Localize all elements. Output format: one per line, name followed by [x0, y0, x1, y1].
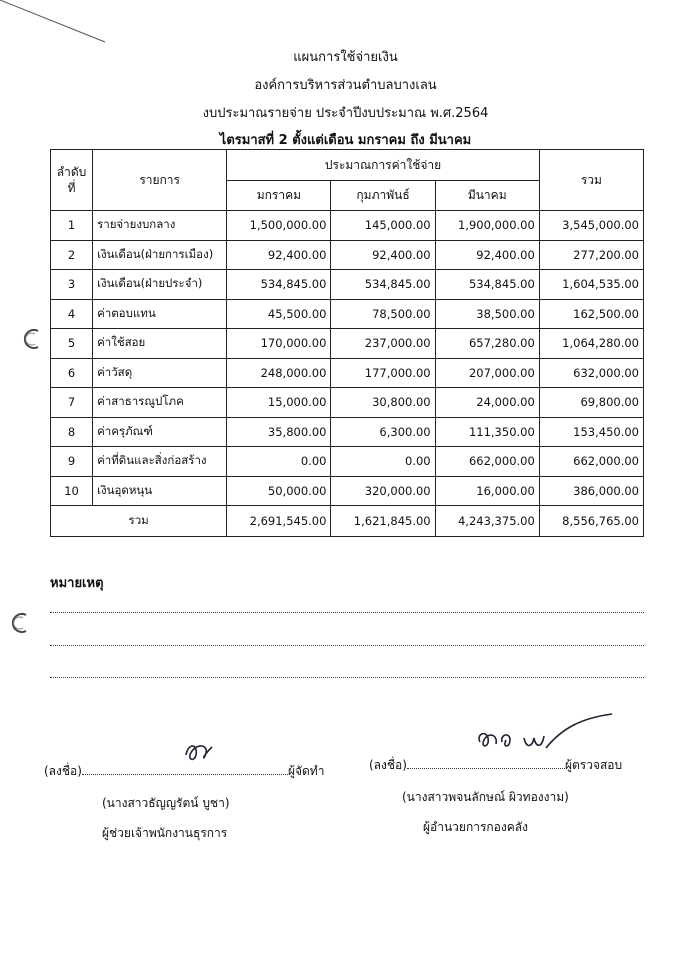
col-header-month-1: มกราคม — [227, 181, 331, 211]
row-feb: 30,800.00 — [331, 388, 435, 418]
row-item: ค่าครุภัณฑ์ — [93, 417, 227, 447]
row-sum: 153,450.00 — [539, 417, 643, 447]
row-jan: 35,800.00 — [227, 417, 331, 447]
table-row — [51, 358, 644, 388]
col-header-month-2: กุมภาพันธ์ — [331, 181, 435, 211]
punch-hole-mark — [18, 326, 44, 352]
col-header-no: ลำดับที่ — [51, 150, 93, 211]
row-jan: 248,000.00 — [227, 358, 331, 388]
table-row — [51, 447, 644, 477]
col-header-estimate: ประมาณการค่าใช้จ่าย — [227, 150, 540, 181]
row-sum: 1,604,535.00 — [539, 270, 643, 300]
table-row — [51, 299, 644, 329]
total-feb: 1,621,845.00 — [331, 506, 435, 537]
signatory-right-name: (นางสาวพจนลักษณ์ ผิวทองงาม) — [402, 790, 569, 804]
punch-hole-mark — [6, 610, 32, 636]
row-jan: 1,500,000.00 — [227, 211, 331, 241]
row-item: รายจ่ายงบกลาง — [93, 211, 227, 241]
sign-prefix: (ลงชื่อ) — [44, 764, 82, 778]
row-no: 3 — [51, 270, 93, 300]
row-sum: 69,800.00 — [539, 388, 643, 418]
row-no: 1 — [51, 211, 93, 241]
total-label: รวม — [51, 506, 227, 537]
row-feb: 6,300.00 — [331, 417, 435, 447]
row-jan: 0.00 — [227, 447, 331, 477]
total-mar: 4,243,375.00 — [435, 506, 539, 537]
row-mar: 38,500.00 — [435, 299, 539, 329]
row-jan: 45,500.00 — [227, 299, 331, 329]
row-no: 2 — [51, 240, 93, 270]
row-item: ค่าวัสดุ — [93, 358, 227, 388]
doc-title: แผนการใช้จ่ายเงิน — [293, 50, 398, 65]
row-item: ค่าใช้สอย — [93, 329, 227, 359]
row-mar: 111,350.00 — [435, 417, 539, 447]
row-mar: 657,280.00 — [435, 329, 539, 359]
row-feb: 0.00 — [331, 447, 435, 477]
note-line — [50, 612, 644, 613]
sign-role: ผู้จัดทำ — [287, 764, 325, 778]
row-mar: 1,900,000.00 — [435, 211, 539, 241]
budget-table — [50, 149, 644, 537]
row-no: 8 — [51, 417, 93, 447]
table-row — [51, 329, 644, 359]
row-no: 4 — [51, 299, 93, 329]
row-jan: 534,845.00 — [227, 270, 331, 300]
col-header-item: รายการ — [93, 150, 227, 211]
row-mar: 16,000.00 — [435, 476, 539, 506]
row-feb: 145,000.00 — [331, 211, 435, 241]
col-header-sum: รวม — [539, 150, 643, 211]
note-line — [50, 677, 644, 678]
row-feb: 177,000.00 — [331, 358, 435, 388]
table-row — [51, 388, 644, 418]
row-item: ค่าตอบแทน — [93, 299, 227, 329]
row-item: เงินอุดหนุน — [93, 476, 227, 506]
table-row — [51, 240, 644, 270]
total-jan: 2,691,545.00 — [227, 506, 331, 537]
total-row — [51, 506, 644, 537]
row-mar: 662,000.00 — [435, 447, 539, 477]
row-jan: 15,000.00 — [227, 388, 331, 418]
note-line — [50, 645, 644, 646]
row-item: ค่าที่ดินและสิ่งก่อสร้าง — [93, 447, 227, 477]
row-mar: 534,845.00 — [435, 270, 539, 300]
sign-role: ผู้ตรวจสอบ — [564, 758, 623, 772]
table-row — [51, 211, 644, 241]
row-item: เงินเดือน(ฝ่ายการเมือง) — [93, 240, 227, 270]
row-feb: 320,000.00 — [331, 476, 435, 506]
row-feb: 92,400.00 — [331, 240, 435, 270]
row-sum: 632,000.00 — [539, 358, 643, 388]
col-header-month-3: มีนาคม — [435, 181, 539, 211]
notes-title: หมายเหตุ — [50, 576, 104, 591]
row-feb: 237,000.00 — [331, 329, 435, 359]
row-feb: 534,845.00 — [331, 270, 435, 300]
row-sum: 162,500.00 — [539, 299, 643, 329]
table-row — [51, 476, 644, 506]
row-jan: 170,000.00 — [227, 329, 331, 359]
budget-year: งบประมาณรายจ่าย ประจำปีงบประมาณ พ.ศ.2564 — [202, 106, 489, 121]
row-sum: 386,000.00 — [539, 476, 643, 506]
signatory-right-position: ผู้อำนวยการกองคลัง — [423, 820, 528, 834]
row-mar: 24,000.00 — [435, 388, 539, 418]
row-jan: 50,000.00 — [227, 476, 331, 506]
quarter-period: ไตรมาสที่ 2 ตั้งแต่เดือน มกราคม ถึง มีนาคม — [219, 133, 472, 148]
row-no: 5 — [51, 329, 93, 359]
row-item: ค่าสาธารณูปโภค — [93, 388, 227, 418]
handwritten-signature-left — [180, 737, 220, 767]
row-mar: 92,400.00 — [435, 240, 539, 270]
table-row — [51, 417, 644, 447]
row-sum: 3,545,000.00 — [539, 211, 643, 241]
row-item: เงินเดือน(ฝ่ายประจำ) — [93, 270, 227, 300]
row-no: 6 — [51, 358, 93, 388]
table-row — [51, 270, 644, 300]
row-sum: 277,200.00 — [539, 240, 643, 270]
folded-corner-mark — [0, 0, 110, 45]
row-mar: 207,000.00 — [435, 358, 539, 388]
row-no: 9 — [51, 447, 93, 477]
handwritten-signature-right — [472, 708, 622, 760]
row-no: 7 — [51, 388, 93, 418]
signatory-left-position: ผู้ช่วยเจ้าพนักงานธุรการ — [102, 826, 228, 840]
row-sum: 1,064,280.00 — [539, 329, 643, 359]
signatory-left-name: (นางสาวธัญญรัตน์ บูชา) — [102, 796, 230, 810]
row-sum: 662,000.00 — [539, 447, 643, 477]
sign-prefix: (ลงชื่อ) — [369, 758, 407, 772]
row-feb: 78,500.00 — [331, 299, 435, 329]
row-jan: 92,400.00 — [227, 240, 331, 270]
total-sum: 8,556,765.00 — [539, 506, 643, 537]
row-no: 10 — [51, 476, 93, 506]
org-name: องค์การบริหารส่วนตำบลบางเลน — [254, 78, 437, 93]
